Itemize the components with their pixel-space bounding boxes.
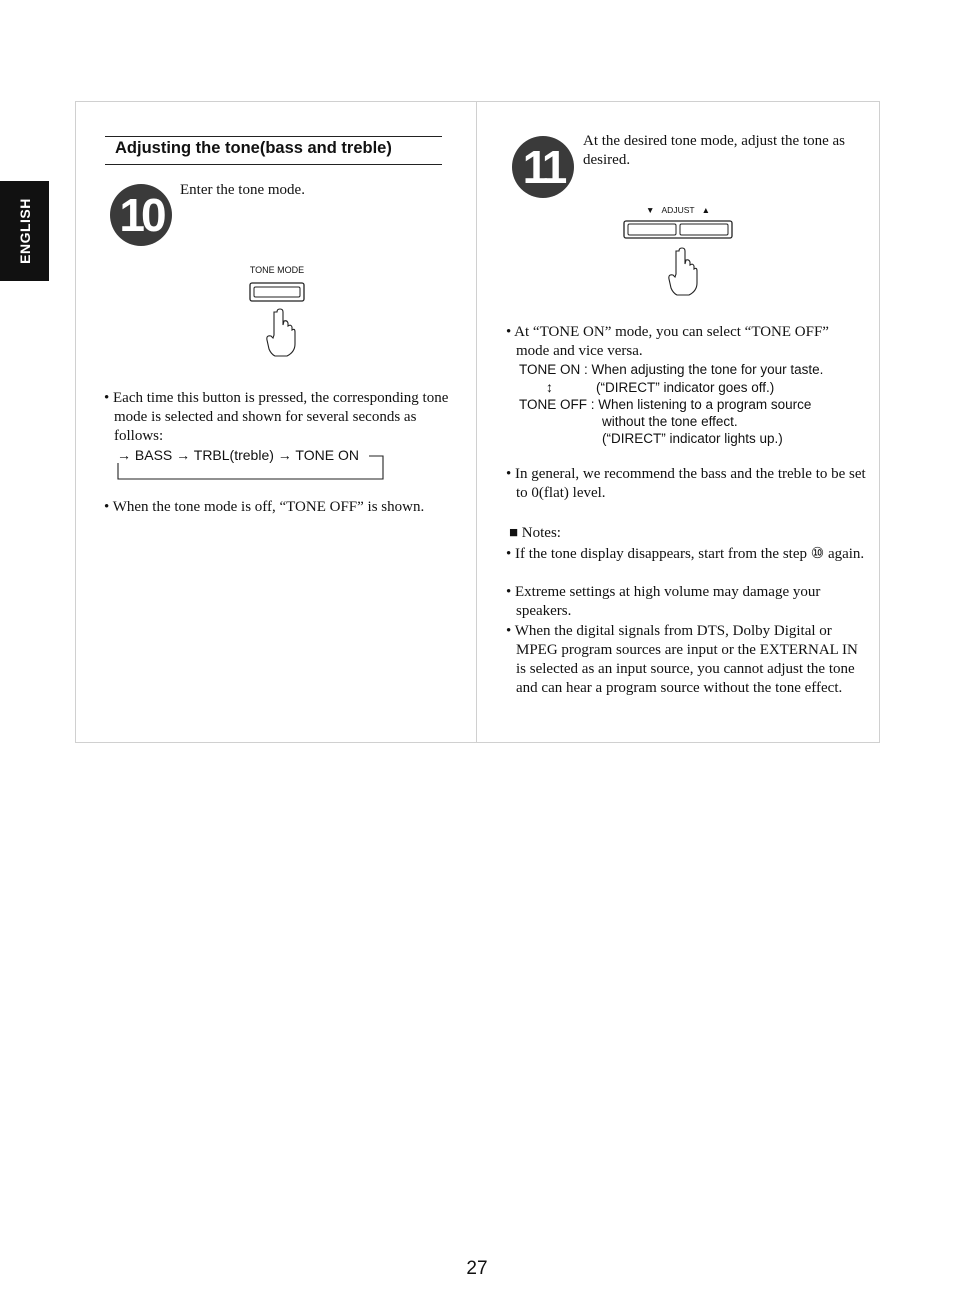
note-item: • When the digital signals from DTS, Dolby Digital or MPEG program sources are input or the EXTERNAL IN is selected as an input source, you cannot adjust the tone and can hear a program source without the tone effect. [506, 623, 858, 696]
note-item: • Extreme settings at high volume may damage your speakers. [506, 584, 821, 619]
tone-off-description-cont: without the tone effect. [602, 414, 738, 429]
column-divider [476, 101, 477, 742]
page-number: 27 [466, 1258, 488, 1279]
step-10-number: 10 [119, 189, 163, 241]
tone-off-indicator-note: (“DIRECT” indicator lights up.) [602, 431, 783, 446]
tone-mode-button-label: TONE MODE [249, 265, 305, 275]
step-11-bullet-tone-on: • At “TONE ON” mode, you can select “TONE OFF” mode and vice versa. [506, 324, 829, 359]
tone-mode-button-face [254, 287, 300, 297]
pressing-hand-icon [267, 309, 295, 356]
tone-off-description: TONE OFF : When listening to a program source [519, 397, 812, 412]
section-heading-text: Adjusting the tone(bass and treble) [115, 139, 392, 157]
section-heading [105, 136, 442, 165]
step-10-instruction: Enter the tone mode. [180, 182, 305, 198]
tone-on-description: TONE ON : When adjusting the tone for your taste. [519, 362, 824, 377]
step-10-bullet-press: • Each time this button is pressed, the corresponding tone mode is selected and shown for several seconds as follows: [104, 390, 449, 444]
tone-on-indicator-note: (“DIRECT” indicator goes off.) [596, 380, 775, 395]
up-arrow-icon: ▲ [701, 205, 711, 215]
tone-cycle-sequence: → BASS → TRBL(treble) → TONE ON [117, 447, 363, 463]
pressing-hand-icon [669, 248, 697, 295]
adjust-label-row [646, 205, 710, 215]
tone-mode-button-illustration [240, 280, 320, 360]
swap-arrow-icon: ↕ [546, 379, 553, 395]
step-11-badge [512, 136, 574, 198]
note-item: • If the tone display disappears, start from the step ⑩ again. [506, 546, 865, 562]
step-10-bullet-off: • When the tone mode is off, “TONE OFF” is shown. [104, 499, 425, 515]
step-11-instruction: At the desired tone mode, adjust the tone as desired. [583, 133, 846, 168]
adjust-up-button-face [680, 224, 728, 235]
language-tab [0, 181, 49, 281]
step-11-number: 11 [522, 141, 564, 193]
down-arrow-icon: ▼ [646, 205, 655, 215]
adjust-buttons-illustration [620, 218, 740, 300]
notes-title: ■ Notes: [509, 525, 561, 541]
adjust-label: ADJUST [661, 205, 695, 215]
step-10-badge [110, 184, 172, 246]
step-11-bullet-recommend: • In general, we recommend the bass and the treble to be set to 0(flat) level. [506, 466, 866, 501]
adjust-down-button-face [628, 224, 676, 235]
language-label: ENGLISH [16, 198, 33, 264]
